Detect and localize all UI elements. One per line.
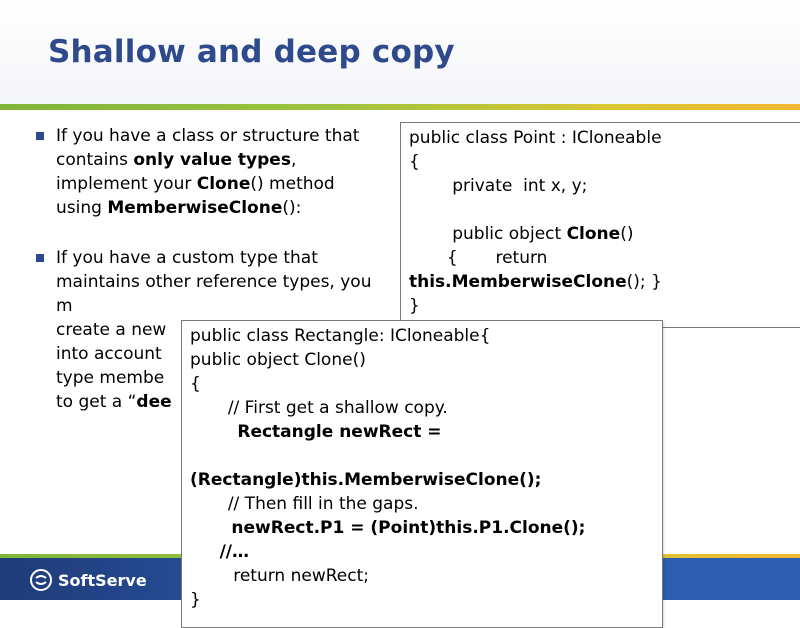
text-run: If you have a class or structure that contains bbox=[56, 126, 360, 170]
bullet-text-1 bbox=[56, 126, 359, 218]
code-line bbox=[190, 324, 654, 348]
brand-name: SoftServe bbox=[58, 570, 147, 590]
text-run: (Rectangle)this.MemberwiseClone(); bbox=[190, 470, 542, 490]
text-run: private int x, y; bbox=[409, 176, 588, 196]
text-run: Clone bbox=[566, 224, 621, 244]
text-run: } bbox=[409, 296, 420, 316]
code-line bbox=[190, 468, 654, 492]
text-run: public object bbox=[409, 224, 567, 244]
bullet-square-icon bbox=[36, 132, 44, 140]
text-run: , implement your bbox=[56, 150, 297, 194]
slide-title: Shallow and deep copy bbox=[48, 34, 455, 70]
code-line bbox=[409, 270, 800, 294]
text-run: newRect.P1 = (Point)this.P1.Clone(); bbox=[190, 518, 586, 538]
text-run: Clone bbox=[196, 174, 251, 194]
text-run: return newRect; bbox=[190, 566, 369, 586]
bullet-2-line-3: into account bbox=[56, 344, 162, 364]
text-run: (): bbox=[282, 198, 302, 218]
code-line bbox=[409, 246, 800, 270]
code-line bbox=[190, 444, 654, 468]
bullet-2-bold: dee bbox=[136, 392, 172, 412]
code-line bbox=[409, 150, 800, 174]
code-line bbox=[190, 372, 654, 396]
code-line bbox=[409, 222, 800, 246]
bullet-2-line-4: type membe bbox=[56, 368, 165, 388]
code-line bbox=[409, 294, 800, 318]
bullet-square-icon bbox=[36, 254, 44, 262]
text-run: { return bbox=[409, 248, 548, 268]
text-run: // First get a shallow copy. bbox=[190, 398, 448, 418]
code-line bbox=[190, 564, 654, 588]
text-run: () method using bbox=[56, 174, 335, 218]
text-run: MemberwiseClone bbox=[107, 198, 283, 218]
bullet-item-1 bbox=[34, 124, 384, 220]
brand-logo bbox=[30, 567, 147, 593]
text-run: this.MemberwiseClone bbox=[409, 272, 627, 292]
text-run: public class Rectangle: ICloneable{ bbox=[190, 326, 491, 346]
text-run: // Then fill in the gaps. bbox=[190, 494, 419, 514]
softserve-logo-icon bbox=[30, 569, 52, 591]
text-run: { bbox=[190, 374, 201, 394]
bullet-2-line-1: If you have a custom type that maintains other reference types, you m bbox=[56, 248, 372, 316]
text-run: public class Point : ICloneable bbox=[409, 128, 662, 148]
text-run: only value types bbox=[133, 150, 291, 170]
text-run: } bbox=[190, 590, 201, 610]
code-line bbox=[190, 420, 654, 444]
code-line bbox=[190, 516, 654, 540]
code-line bbox=[409, 126, 800, 150]
text-run: (); } bbox=[626, 272, 662, 292]
code-line bbox=[190, 396, 654, 420]
code-line bbox=[409, 198, 800, 222]
code-line bbox=[190, 348, 654, 372]
slide-header bbox=[0, 0, 800, 104]
code-line bbox=[190, 540, 654, 564]
text-run: () bbox=[620, 224, 634, 244]
code-box-point bbox=[400, 122, 800, 328]
text-run: Rectangle newRect = bbox=[190, 422, 442, 442]
code-box-rectangle bbox=[181, 320, 663, 628]
bullet-2-line-5: to get a “ bbox=[56, 392, 137, 412]
text-run: public object Clone() bbox=[190, 350, 366, 370]
text-run: { bbox=[409, 152, 420, 172]
code-line bbox=[190, 588, 654, 612]
text-run: //… bbox=[190, 542, 250, 562]
code-line bbox=[190, 492, 654, 516]
code-line bbox=[409, 174, 800, 198]
bullet-2-line-2: create a new bbox=[56, 320, 167, 340]
header-accent-stripe bbox=[0, 104, 800, 110]
